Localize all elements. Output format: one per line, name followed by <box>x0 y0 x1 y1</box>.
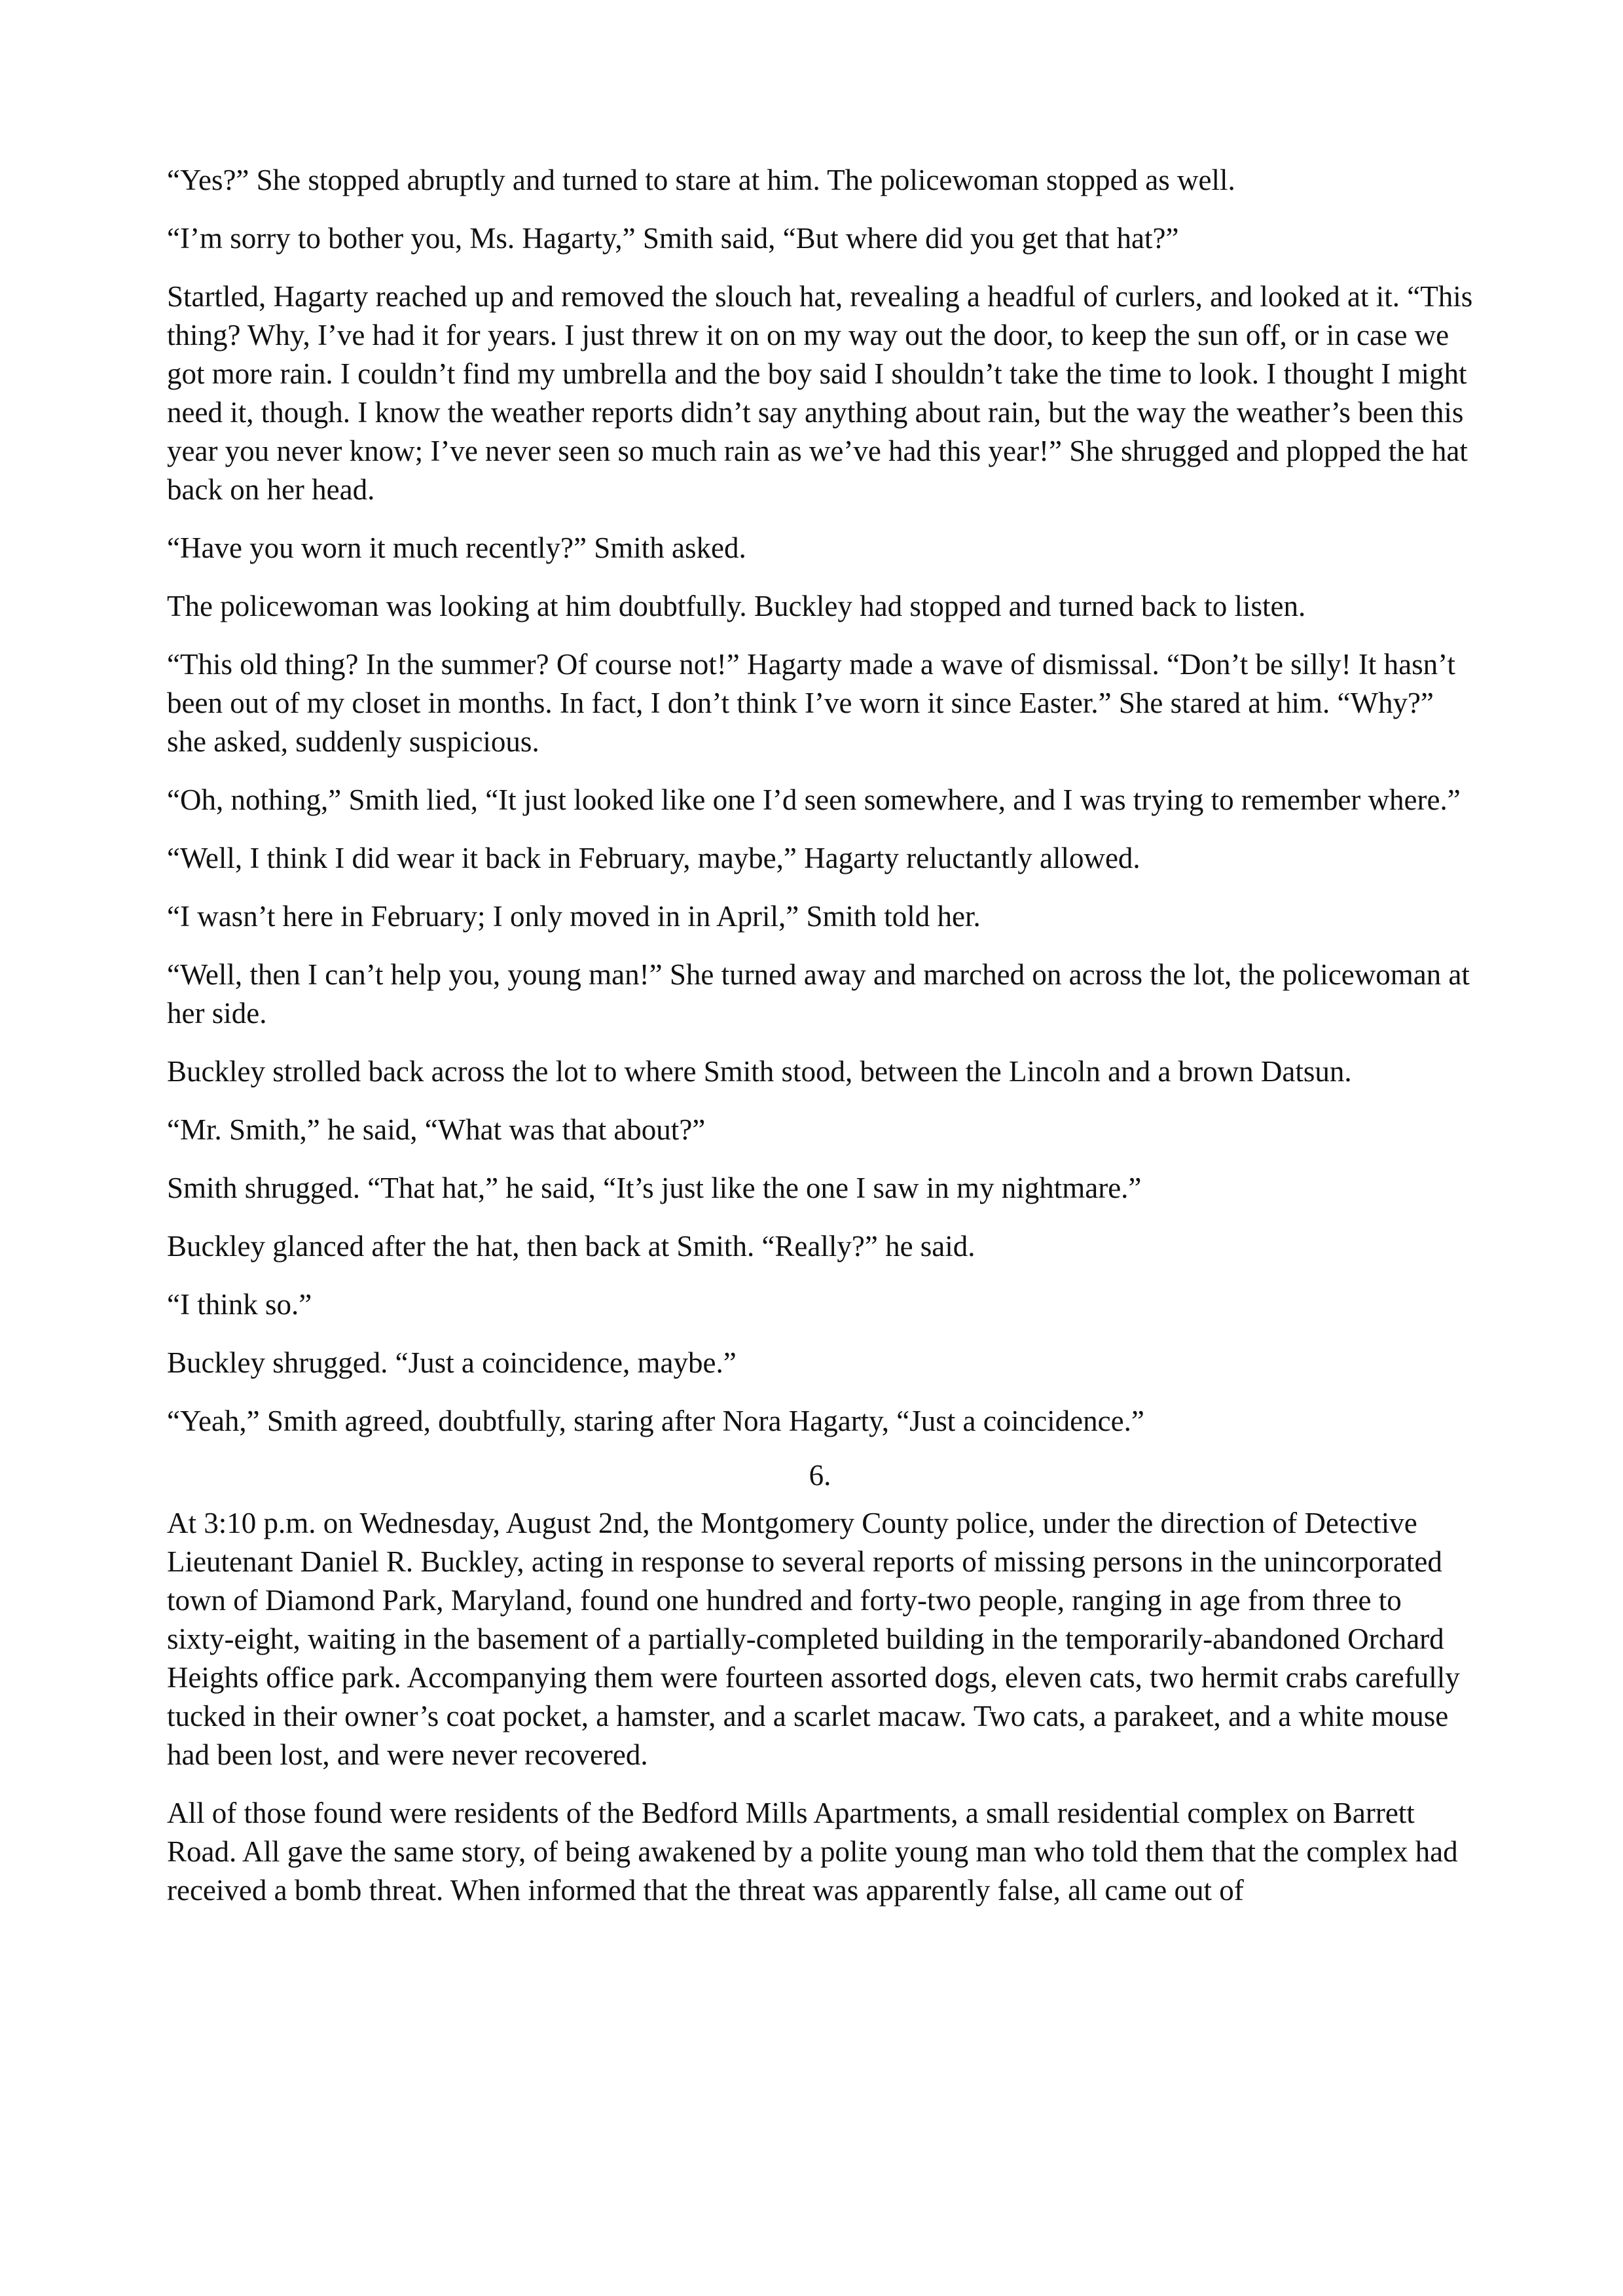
paragraph: “Well, I think I did wear it back in February, maybe,” Hagarty reluctantly allowed. <box>167 842 1140 874</box>
paragraph: Smith shrugged. “That hat,” he said, “It’s just like the one I saw in my nightmare.” <box>167 1172 1142 1204</box>
section-number: 6. <box>809 1459 831 1492</box>
paragraph: The policewoman was looking at him doubtfully. Buckley had stopped and turned back to listen. <box>167 590 1306 622</box>
paragraph: “Mr. Smith,” he said, “What was that about?” <box>167 1113 706 1146</box>
paragraph: “Well, then I can’t help you, young man!” She turned away and marched on across the lot, the policewoman at her side. <box>167 958 1470 1030</box>
paragraph: Buckley strolled back across the lot to where Smith stood, between the Lincoln and a brown Datsun. <box>167 1055 1352 1088</box>
paragraph: “I wasn’t here in February; I only moved in in April,” Smith told her. <box>167 900 981 933</box>
paragraph: Startled, Hagarty reached up and removed the slouch hat, revealing a headful of curlers, and looked at it. “This thing? Why, I’ve had it for years. I just threw it on on my way out the door, to keep the sun off, or in case we got more rain. I couldn’t find my umbrella and the boy said I shouldn’t take the time to look. I thought I might need it, though. I know the weather reports didn’t say anything about rain, but the way the weather’s been this year you never know; I’ve never seen so much rain as we’ve had this year!” She shrugged and plopped the hat back on her head. <box>167 280 1473 506</box>
paragraph: “Oh, nothing,” Smith lied, “It just looked like one I’d seen somewhere, and I was trying to remember where.” <box>167 783 1461 816</box>
paragraph: “Yeah,” Smith agreed, doubtfully, staring after Nora Hagarty, “Just a coincidence.” <box>167 1405 1144 1437</box>
paragraph: “Yes?” She stopped abruptly and turned to stare at him. The policewoman stopped as well. <box>167 164 1235 196</box>
paragraph: “This old thing? In the summer? Of course not!” Hagarty made a wave of dismissal. “Don’t be silly! It hasn’t been out of my closet in months. In fact, I don’t think I’ve worn it since Easter.” She stared at him. “Why?” she asked, suddenly suspicious. <box>167 648 1455 758</box>
paragraph: “I think so.” <box>167 1288 312 1321</box>
paragraph: All of those found were residents of the Bedford Mills Apartments, a small residential complex on Barrett Road. All gave the same story, of being awakened by a polite young man who told them that the complex had received a bomb threat. When informed that the threat was apparently false, all came out of <box>167 1797 1458 1907</box>
document-body <box>167 161 1473 1929</box>
paragraph: At 3:10 p.m. on Wednesday, August 2nd, the Montgomery County police, under the direction of Detective Lieutenant Daniel R. Buckley, acting in response to several reports of missing persons in the unincorporated town of Diamond Park, Maryland, found one hundred and forty-two people, ranging in age from three to sixty-eight, waiting in the basement of a partially-completed building in the temporarily-abandoned Orchard Heights office park. Accompanying them were fourteen assorted dogs, eleven cats, two hermit crabs carefully tucked in their owner’s coat pocket, a hamster, and a scarlet macaw. Two cats, a parakeet, and a white mouse had been lost, and were never recovered. <box>167 1507 1460 1771</box>
paragraph: “I’m sorry to bother you, Ms. Hagarty,” Smith said, “But where did you get that hat?” <box>167 222 1179 255</box>
paragraph: “Have you worn it much recently?” Smith asked. <box>167 531 746 564</box>
paragraph: Buckley shrugged. “Just a coincidence, maybe.” <box>167 1346 737 1379</box>
paragraph: Buckley glanced after the hat, then back at Smith. “Really?” he said. <box>167 1230 976 1263</box>
